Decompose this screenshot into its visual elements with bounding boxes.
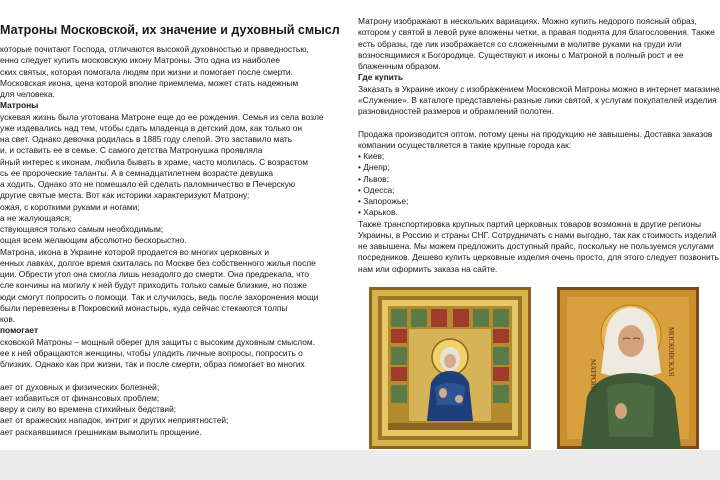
list-item: • Днепр;	[358, 162, 390, 173]
list-item: • Запорожье;	[358, 196, 409, 206]
text-line: ции. Обрести угол она смогла лишь незадолго до смерти. Она предрекала, что	[0, 269, 310, 279]
list-item: • Львов;	[358, 173, 389, 184]
text-line: на свет. Однако девочка родилась в 1885 году слепой. Это заставило мать	[0, 134, 293, 144]
list-item: ощая всем желающим абсолютно бескорыстно.	[0, 235, 187, 246]
text-line: ускевая жизнь была уготована Матроне еще до ее рождения. Семья из села возле	[0, 111, 324, 122]
text-line: блаженным образом.	[358, 61, 441, 71]
article-right-column	[356, 0, 720, 450]
text-line: Московская икона, цена которой вполне приемлема, может стать надежным	[0, 77, 299, 88]
text-line: сь ее пророческие таланты. А в семнадцатилетнем возрасте девушка	[0, 167, 274, 178]
section-heading: Матроны	[0, 100, 39, 111]
text-line: уже издевались над тем, чтобы сдать младенца в детский дом, как только он	[0, 122, 303, 133]
section-heading: Где купить	[358, 72, 404, 83]
text-line: Продажа производится оптом, потому цены на продукцию не завышены. Доставка заказов	[358, 128, 713, 139]
list-item: ает от духовных и физических болезней;	[0, 381, 160, 392]
icon-inscription-left: МАТРОНА	[589, 359, 597, 394]
text-line: енно следует купить московскую икону Матроны. Это одна из наиболее	[0, 55, 280, 66]
text-line: для человека.	[0, 89, 55, 99]
list-item: • Одесса;	[358, 184, 395, 195]
text-line: не завышена. Мы можем предложить доступный прайс, поскольку не пользуемся услугами	[358, 241, 714, 251]
text-line: есть образы, где лик изображается со сложенными в молитве руками на груди или	[358, 38, 682, 49]
text-line: ских святых, которая помогала людям при жизни и помогает после смерти.	[0, 66, 293, 77]
matrona-icon-framed-image[interactable]	[369, 287, 531, 449]
text-line: а ходить. Однако это не помешало ей сделать паломничество в Печерскую	[0, 179, 296, 189]
text-line: Матрона, икона в Украине которой продается во многих церковных и	[0, 246, 270, 257]
text-line: разновидностей размеров и обрамлений полотен.	[358, 106, 555, 116]
text-line: котором у святой в левой руке вложены четки, а правая поднята для благословения. Также	[358, 27, 715, 38]
list-item: • Киев;	[358, 151, 385, 161]
text-line: нам или оформить заказа на сайте.	[358, 263, 498, 274]
text-line: другие святые места. Вот как историки характеризуют Матрону:	[0, 190, 250, 201]
text-line: посредников. Дешево купить церковные изделия очень просто, для этого следует позвонить	[358, 252, 719, 263]
text-line: ее к ней обращаются женщины, чтобы уладить личные вопросы, попросить о	[0, 347, 303, 358]
text-line: были перевезены в Покровский монастырь, куда сейчас стекаются толпы	[0, 302, 288, 313]
section-heading: помогает	[0, 325, 39, 336]
text-line: которые почитают Господа, отличаются высокой духовностью и праведностью,	[0, 44, 309, 54]
text-line: Заказать в Украине икону с изображением Московской Матроны можно в интернет магазине	[358, 83, 720, 94]
list-item: ает избавиться от финансовых проблем;	[0, 392, 160, 403]
text-line: сковской Матроны – мощный оберег для защиты с высоким духовным смыслом.	[0, 336, 316, 347]
list-item: ожая, с короткими руками и ногами;	[0, 201, 140, 212]
text-line: юди смогут попросить о помощи. Так и случилось, ведь после захоронения мощи	[0, 291, 319, 302]
article-left-column	[0, 0, 358, 450]
bottom-bar	[0, 450, 720, 480]
text-line: возносящимися к Богородице. Существуют и иконы с Матроной в полный рост и ее	[358, 49, 684, 60]
list-item: а не жалующаяся;	[0, 212, 72, 223]
text-line: и, и оставить ее в семье. С самого детства Матронушка проявляла	[0, 145, 263, 156]
text-line: компании осуществляется в такие крупные города как:	[358, 139, 572, 150]
article-title: Матроны Московской, их значение и духовный смысл	[0, 23, 340, 37]
text-line: йный интерес к иконам, любила бывать в храме, часто молилась. С возрастом	[0, 156, 308, 167]
text-line: близких. Однако как при жизни, так и после смерти, образ помогает во многих	[0, 359, 305, 369]
list-item: ствующаяся только самым необходимым;	[0, 224, 164, 234]
list-item: ает от вражеских нападок, интриг и других неприятностей;	[0, 415, 229, 426]
text-line: сле кончины на могилу к ней будут приходить только самые близкие, но позже	[0, 280, 307, 291]
list-item: • Харьков.	[358, 207, 398, 218]
matrona-icon-painted-image[interactable]	[557, 287, 699, 449]
text-line: Матрону изображают в нескольких вариациях. Можно купить недорого поясный образ,	[358, 16, 697, 26]
icon-inscription-right: МОСКОВСКАЯ	[667, 327, 675, 377]
text-line: Украины, в Россию и страны СНГ. Сотрудничать с нами выгодно, так как стоимость изделий	[358, 229, 717, 240]
list-item: ает раскаявшимся грешникам вымолить прощение.	[0, 426, 202, 437]
text-line: ков.	[0, 314, 16, 324]
list-item: веру и силу во времена стихийных бедствий;	[0, 404, 177, 414]
text-line: «Служение». В каталоге представлены разные лики святой, к услугам покупателей изделия	[358, 94, 717, 105]
text-line: енных лавках, долгое время скиталась по Москве без собственного жилья после	[0, 257, 316, 268]
text-line: Также транспортировка крупных партий церковных товаров возможна в другие регионы	[358, 218, 702, 229]
